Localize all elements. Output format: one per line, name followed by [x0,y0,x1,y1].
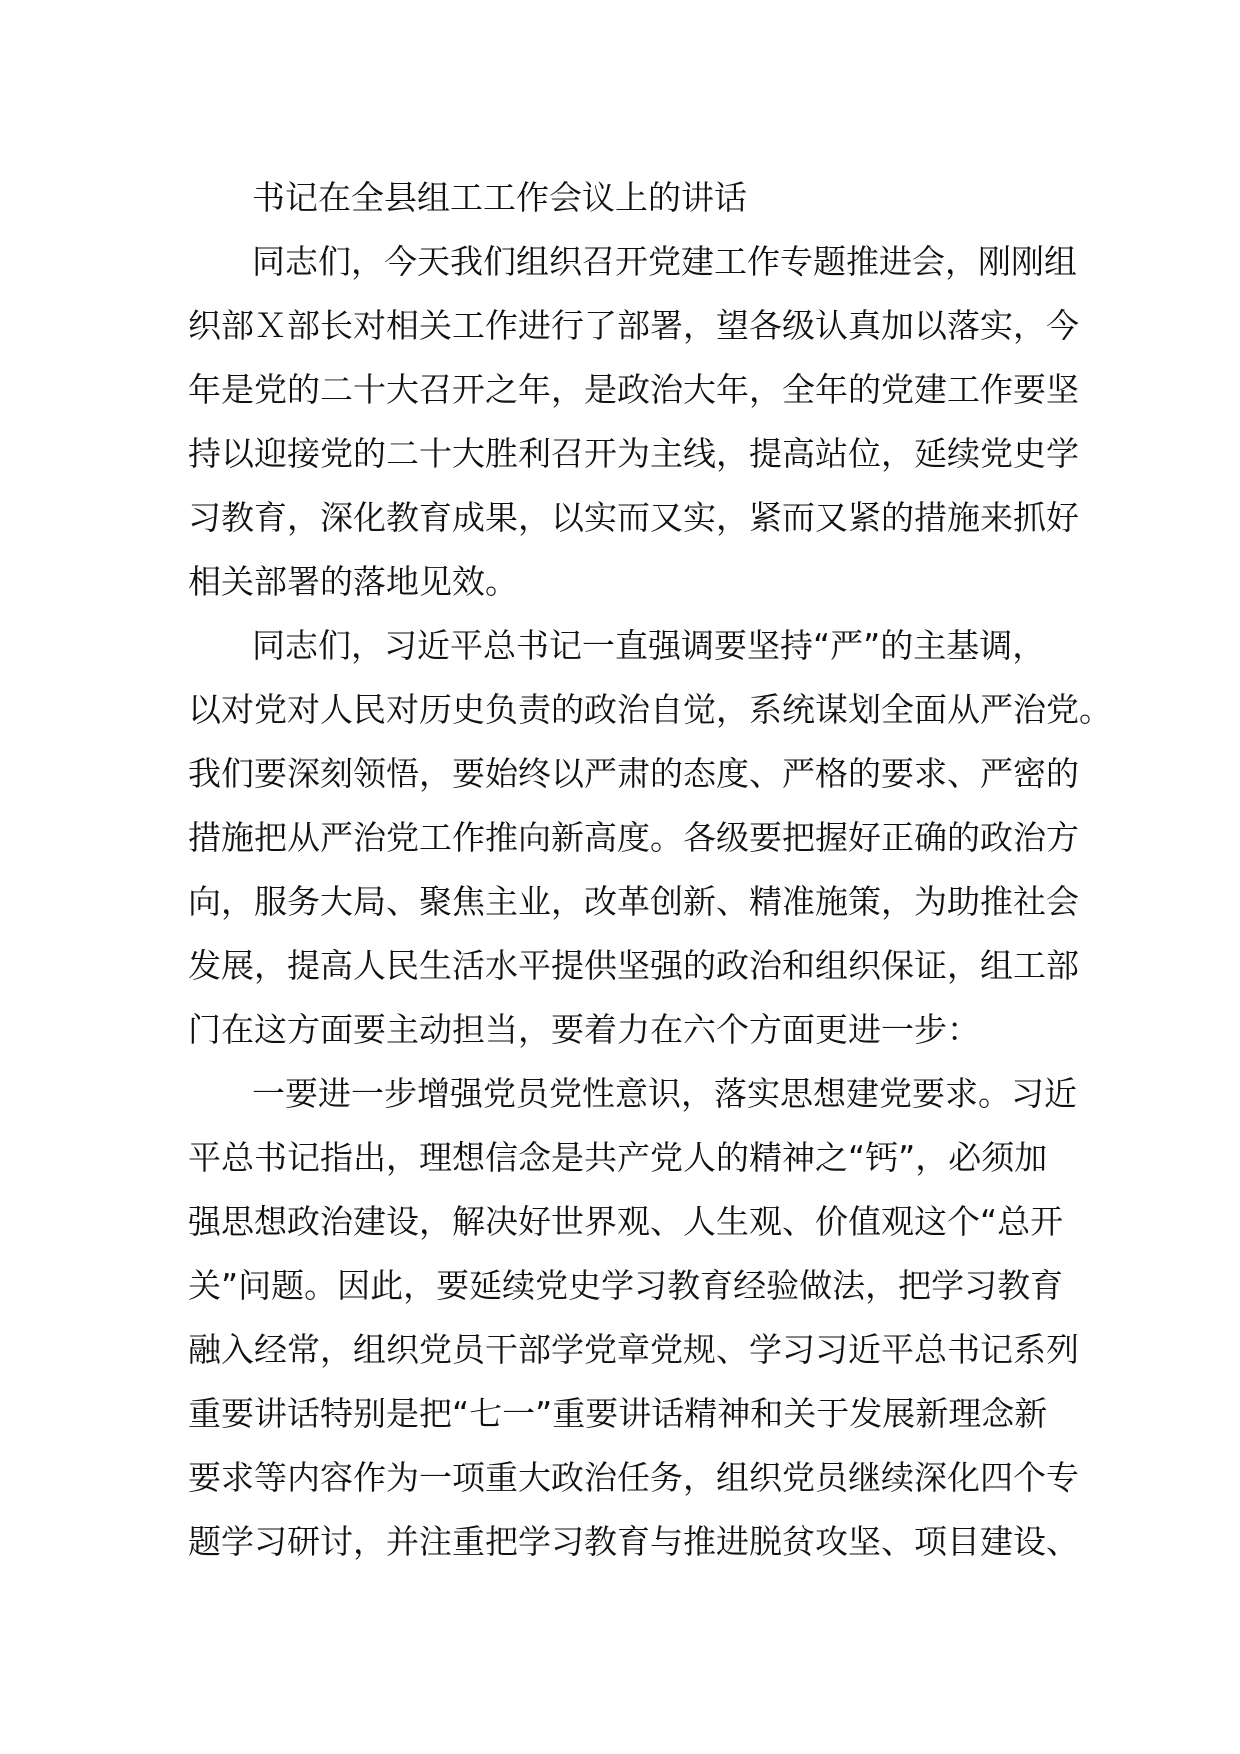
paragraph-2-line-2: 以对党对人民对历史负责的政治自觉，系统谋划全面从严治党。 [188,690,1112,729]
paragraph-2-line-3: 我们要深刻领悟，要始终以严肃的态度、严格的要求、严密的 [188,754,1079,793]
document-title: 书记在全县组工工作会议上的讲话 [252,178,747,217]
paragraph-1-line-6: 相关部署的落地见效。 [188,562,518,601]
paragraph-3-line-8: 题学习研讨，并注重把学习教育与推进脱贫攻坚、项目建设、 [188,1522,1079,1561]
paragraph-3-line-4: 关”问题。因此，要延续党史学习教育经验做法，把学习教育 [188,1266,1064,1305]
paragraph-1-line-2: 织部Ｘ部长对相关工作进行了部署，望各级认真加以落实，今 [188,306,1079,345]
paragraph-2-line-1: 同志们，习近平总书记一直强调要坚持“严”的主基调， [252,626,1046,665]
paragraph-2-line-4: 措施把从严治党工作推向新高度。各级要把握好正确的政治方 [188,818,1079,857]
paragraph-1-line-3: 年是党的二十大召开之年，是政治大年，全年的党建工作要坚 [188,370,1079,409]
paragraph-1-line-1: 同志们，今天我们组织召开党建工作专题推进会，刚刚组 [252,242,1077,281]
paragraph-3-line-2: 平总书记指出，理想信念是共产党人的精神之“钙”，必须加 [188,1138,1048,1177]
paragraph-2-line-7: 门在这方面要主动担当，要着力在六个方面更进一步： [188,1010,980,1049]
paragraph-2-line-6: 发展，提高人民生活水平提供坚强的政治和组织保证，组工部 [188,946,1079,985]
paragraph-3-line-3: 强思想政治建设，解决好世界观、人生观、价值观这个“总开 [188,1202,1064,1241]
paragraph-3-line-1: 一要进一步增强党员党性意识，落实思想建党要求。习近 [252,1074,1077,1113]
paragraph-1-line-5: 习教育，深化教育成果，以实而又实，紧而又紧的措施来抓好 [188,498,1079,537]
paragraph-2-line-5: 向，服务大局、聚焦主业，改革创新、精准施策，为助推社会 [188,882,1079,921]
paragraph-3-line-5: 融入经常，组织党员干部学党章党规、学习习近平总书记系列 [188,1330,1079,1369]
paragraph-3-line-6: 重要讲话特别是把“七一”重要讲话精神和关于发展新理念新 [188,1394,1048,1433]
paragraph-3-line-7: 要求等内容作为一项重大政治任务，组织党员继续深化四个专 [188,1458,1079,1497]
paragraph-1-line-4: 持以迎接党的二十大胜利召开为主线，提高站位，延续党史学 [188,434,1079,473]
